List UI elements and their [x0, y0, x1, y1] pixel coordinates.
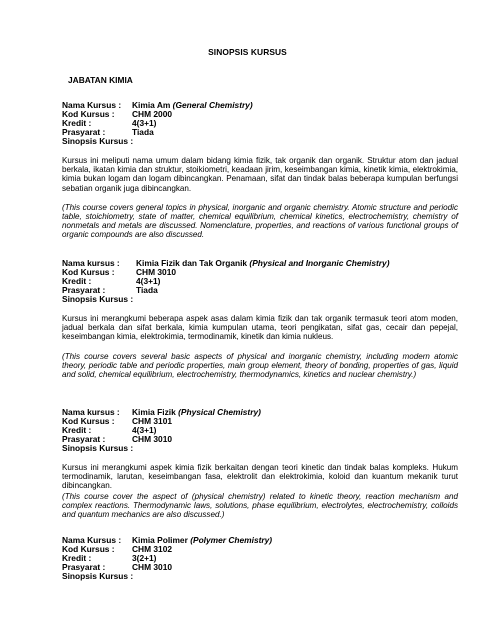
course-credit: 4(3+1) — [132, 118, 157, 128]
course-name-bm: Kimia Am — [132, 100, 171, 110]
course-synopsis-bm: Kursus ini merangkumi aspek kimia fizik berkaitan dengan teori kinetic dan tindak balas kompleks. Hukum termodinamik, larutan, keseimbangan fasa, elektrolit dan elektrokimia, koloid dan kuantum mekanik turut dibincangkan. — [62, 463, 458, 491]
course-prereq-label: Prasyarat : — [62, 127, 106, 137]
course-name-row — [62, 259, 458, 268]
course-name-row — [62, 101, 458, 110]
department-heading: JABATAN KIMIA — [68, 75, 133, 85]
course-code: CHM 3102 — [132, 544, 173, 554]
course-prereq-label: Prasyarat : — [62, 562, 106, 572]
course-credit-row — [62, 554, 458, 563]
course-name-en: (Physical Chemistry) — [178, 407, 261, 417]
course-name-label: Nama kursus : — [62, 407, 120, 417]
course-synopsis-label-row — [62, 444, 458, 453]
course-credit-label: Kredit : — [62, 118, 92, 128]
course-synopsis-label-row — [62, 572, 458, 581]
course-credit-row — [62, 277, 458, 286]
course-code-label: Kod Kursus : — [62, 544, 115, 554]
course-code-row — [62, 110, 458, 119]
course-meta — [62, 408, 458, 453]
course-synopsis-label-row — [62, 137, 458, 146]
course-credit-row — [62, 426, 458, 435]
course-synopsis-bm: Kursus ini merangkumi beberapa aspek asas dalam kimia fizik dan tak organik termasuk teori atom moden, jadual berkala dan sifat berkala, kimia kumpulan utama, teori pengikatan, sifat gas, cecair dan pepejal, keseimbangan kimia, elektrokimia, termodinamik, kinetik dan kimia nukleus. — [62, 314, 458, 342]
course-name-en: (Physical and Inorganic Chemistry) — [249, 258, 390, 268]
course-prereq-label: Prasyarat : — [62, 434, 106, 444]
course-name-bm: Kimia Polimer — [132, 535, 188, 545]
course-prereq: Tiada — [132, 127, 154, 137]
course-code: CHM 2000 — [132, 109, 173, 119]
course-prereq: CHM 3010 — [132, 434, 173, 444]
course-name-label: Nama Kursus : — [62, 100, 122, 110]
course-block-chm2000 — [62, 101, 458, 240]
course-code-row — [62, 545, 458, 554]
course-synopsis-en: (This course covers general topics in physical, inorganic and organic chemistry. Atomic structure and periodic table, stoichiometry, state of matter, chemical equilibrium, chemical kinetics, electrochemistry, chemistry of nonmetals and metals are discussed. Nomenclature, properties, and reactions of various functional groups of organic compounds are also discussed. — [62, 202, 458, 240]
course-prereq: CHM 3010 — [132, 562, 173, 572]
course-synopsis-label: Sinopsis Kursus : — [62, 443, 134, 453]
course-name-en: (General Chemistry) — [172, 100, 253, 110]
course-name-label: Nama kursus : — [62, 258, 120, 268]
course-meta — [62, 101, 458, 146]
course-code-label: Kod Kursus : — [62, 267, 115, 277]
course-name-label: Nama Kursus : — [62, 535, 122, 545]
course-block-chm3010 — [62, 259, 458, 379]
course-meta — [62, 536, 458, 581]
course-name-row — [62, 408, 458, 417]
course-code-label: Kod Kursus : — [62, 109, 115, 119]
course-credit-label: Kredit : — [62, 276, 92, 286]
course-synopsis-label: Sinopsis Kursus : — [62, 294, 134, 304]
course-code: CHM 3101 — [132, 416, 173, 426]
course-credit: 4(3+1) — [132, 425, 157, 435]
course-synopsis-en: (This course covers several basic aspects of physical and inorganic chemistry, including modern atomic theory, periodic table and periodic properties, main group element, theory of bonding, properties of gas, liquid and solid, chemical equilibrium, electrochemistry, thermodynamics, kinetics and nuclear chemistry.) — [62, 351, 458, 380]
course-block-chm3101 — [62, 408, 458, 519]
course-code-label: Kod Kursus : — [62, 416, 115, 426]
course-code: CHM 3010 — [136, 267, 177, 277]
course-synopsis-label: Sinopsis Kursus : — [62, 571, 134, 581]
course-prereq: Tiada — [136, 285, 158, 295]
course-credit-label: Kredit : — [62, 553, 92, 563]
course-synopsis-en: (This course cover the aspect of (physical chemistry) related to kinetic theory, reaction mechanism and complex reactions. Thermodynamic laws, solutions, phase equilibrium, electrolytes, electrochemistry, colloids and quantum mechanics are also discussed.) — [62, 491, 458, 520]
course-synopsis-bm: Kursus ini meliputi nama umum dalam bidang kimia fizik, tak organik dan organik. Struktur atom dan jadual berkala, ikatan kimia dan struktur, stoikiometri, keadaan jirim, keseimbangan kimia, kinetik kimia, elektrokimia, kimia bukan logam dan logam dibincangkan. Penamaan, sifat dan tindak balas beberapa kumpulan berfungsi sebatian organik juga dibincangkan. — [62, 156, 458, 193]
course-name-bm: Kimia Fizik dan Tak Organik — [136, 258, 248, 268]
course-credit: 3(2+1) — [132, 553, 157, 563]
course-name-bm: Kimia Fizik — [132, 407, 176, 417]
course-credit: 4(3+1) — [136, 276, 161, 286]
course-synopsis-label-row — [62, 295, 458, 304]
course-block-chm3102 — [62, 536, 458, 581]
course-code-row — [62, 268, 458, 277]
course-code-row — [62, 417, 458, 426]
course-prereq-label: Prasyarat : — [62, 285, 106, 295]
course-name-en: (Polymer Chemistry) — [190, 535, 273, 545]
course-credit-row — [62, 119, 458, 128]
course-name-row — [62, 536, 458, 545]
document-title: SINOPSIS KURSUS — [208, 47, 287, 57]
course-synopsis-label: Sinopsis Kursus : — [62, 136, 134, 146]
course-meta — [62, 259, 458, 304]
course-credit-label: Kredit : — [62, 425, 92, 435]
